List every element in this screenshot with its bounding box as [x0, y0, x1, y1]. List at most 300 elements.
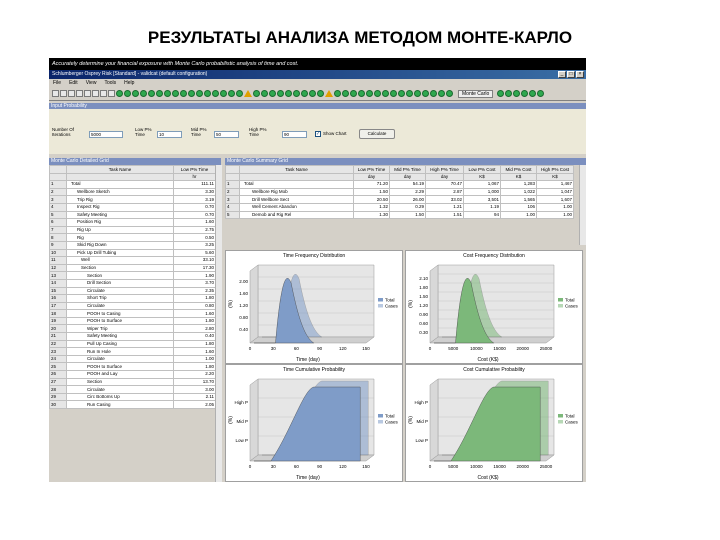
legend-swatch-cases: [558, 304, 563, 308]
value-cell: 2.29: [390, 188, 426, 196]
row-number: 24: [50, 355, 67, 363]
x-tick-label: 10000: [470, 464, 483, 469]
row-number: 30: [50, 401, 67, 409]
legend-swatch-cases: [378, 420, 383, 424]
chart-svg: [406, 251, 582, 363]
show-chart-checkbox[interactable]: ✓: [316, 131, 321, 137]
legend-label-cases: Cases: [385, 419, 398, 425]
x-tick-label: 15000: [493, 464, 506, 469]
plot-side-wall: [250, 265, 258, 343]
toolbar-file-icon[interactable]: [108, 90, 115, 97]
row-number: 19: [50, 317, 67, 325]
task-name-cell: Skid Rig Down: [67, 241, 174, 249]
x-tick-label: 30: [270, 464, 276, 469]
summary-grid-scrollbar[interactable]: [579, 165, 586, 245]
summary-grid-table: [225, 165, 574, 219]
y-tick-label: Low P: [415, 438, 428, 443]
row-number: 20: [50, 325, 67, 333]
input-panel: [49, 109, 586, 154]
plot-side-wall: [250, 379, 258, 461]
value-cell: 70.47: [426, 181, 464, 189]
row-number: 18: [50, 310, 67, 318]
toolbar-file-icon[interactable]: [52, 90, 59, 97]
x-tick-label: 20000: [516, 346, 530, 351]
y-tick-label: 1.60: [239, 291, 248, 296]
x-axis-label: Cost (K$): [477, 357, 499, 363]
summary-col-header[interactable]: High P% Time: [426, 166, 464, 174]
task-name-cell: Section: [67, 264, 174, 272]
x-tick-label: 0: [428, 464, 432, 469]
table-row[interactable]: [50, 317, 216, 325]
toolbar-action-icon[interactable]: [180, 90, 187, 97]
table-row[interactable]: [50, 219, 216, 227]
row-number: 3: [226, 196, 240, 204]
x-tick-label: 60: [293, 346, 299, 351]
summary-col-unit: day: [390, 173, 426, 181]
warning-icon[interactable]: [325, 90, 333, 97]
y-tick-label: Mid P: [416, 419, 428, 424]
toolbar-action-icon[interactable]: [513, 90, 520, 97]
toolbar-action-icon[interactable]: [317, 90, 324, 97]
task-name-cell: Rig: [67, 234, 174, 242]
row-number: 2: [50, 188, 67, 196]
x-tick-label: 5000: [448, 346, 459, 351]
y-axis-label: (%): [408, 300, 414, 308]
x-tick-label: 90: [317, 346, 323, 351]
row-number: 26: [50, 371, 67, 379]
task-name-cell: Well: [67, 257, 174, 265]
low-time-header[interactable]: Low P% Time: [174, 166, 216, 174]
row-number: 2: [226, 188, 240, 196]
summary-grid-title: Monte Carlo Summary Grid: [227, 158, 288, 164]
menu-help[interactable]: Help: [124, 80, 135, 86]
minimize-icon[interactable]: _: [558, 71, 566, 78]
chart-svg: [406, 365, 582, 481]
low-time-cell: 3.30: [174, 188, 216, 196]
x-axis-label: Time (day): [296, 357, 320, 363]
x-tick-label: 25000: [539, 464, 553, 469]
task-name-cell: POOH and Lay: [67, 371, 174, 379]
row-number: 5: [50, 211, 67, 219]
summary-col-unit: K$: [464, 173, 501, 181]
y-tick-label: 0.90: [419, 312, 428, 317]
toolbar-action-icon[interactable]: [309, 90, 316, 97]
low-time-cell: 1.90: [174, 272, 216, 280]
value-cell: 94: [464, 211, 501, 219]
toolbar-action-icon[interactable]: [350, 90, 357, 97]
table-row[interactable]: [50, 310, 216, 318]
table-row[interactable]: [50, 257, 216, 265]
value-cell: 1,565: [501, 196, 537, 204]
value-cell: 1,022: [501, 188, 537, 196]
menu-file[interactable]: File: [53, 80, 62, 86]
task-name-cell: Short Trip: [67, 295, 174, 303]
task-name-cell: Run Casing: [67, 401, 174, 409]
value-cell: 1,467: [537, 181, 574, 189]
toolbar-action-icon[interactable]: [204, 90, 211, 97]
table-row[interactable]: [50, 188, 216, 196]
row-number-unit: [50, 173, 67, 181]
task-name-cell: Safety Meeting: [67, 211, 174, 219]
row-number: 3: [50, 196, 67, 204]
toolbar-action-icon[interactable]: [164, 90, 171, 97]
legend-swatch-cases: [378, 304, 383, 308]
task-name-cell: POOH to Surface: [67, 363, 174, 371]
summary-col-unit: K$: [501, 173, 537, 181]
x-tick-label: 20000: [516, 464, 530, 469]
iterations-label: Number Of Iterations: [52, 127, 75, 137]
toolbar-action-icon[interactable]: [422, 90, 429, 97]
table-row[interactable]: [50, 355, 216, 363]
task-name-cell: Trip Rig: [67, 196, 174, 204]
table-row[interactable]: [50, 325, 216, 333]
row-number: 4: [50, 203, 67, 211]
chart-panel: [405, 250, 583, 364]
table-row[interactable]: [50, 302, 216, 310]
legend-label-total: Total: [385, 413, 395, 419]
table-row[interactable]: [50, 249, 216, 257]
table-row[interactable]: [50, 333, 216, 341]
summary-grid-header: [225, 158, 586, 165]
legend-label-cases: Cases: [565, 419, 578, 425]
low-time-cell: 1.00: [174, 355, 216, 363]
x-tick-label: 30: [270, 346, 276, 351]
summary-col-unit: day: [426, 173, 464, 181]
low-time-cell: 2.35: [174, 287, 216, 295]
toolbar-action-icon[interactable]: [497, 90, 504, 97]
value-cell: 1.32: [354, 203, 390, 211]
low-time-cell: 3.00: [174, 386, 216, 394]
summary-col-header[interactable]: Low P% Cost: [464, 166, 501, 174]
toolbar-action-icon[interactable]: [374, 90, 381, 97]
table-row[interactable]: [50, 363, 216, 371]
promo-banner: Accurately determine your financial exposure with Monte Carlo probabilistic analysis of time and cost.: [49, 58, 586, 70]
y-tick-label: 1.80: [419, 285, 428, 290]
table-row[interactable]: [50, 234, 216, 242]
toolbar-action-icon[interactable]: [220, 90, 227, 97]
toolbar-action-icon[interactable]: [140, 90, 147, 97]
y-tick-label: 0.60: [419, 321, 428, 326]
task-name-header[interactable]: Task Name: [67, 166, 174, 174]
chart-svg: [226, 251, 402, 363]
value-cell: 1,067: [464, 181, 501, 189]
row-number: 10: [50, 249, 67, 257]
row-number-header: [226, 166, 240, 174]
toolbar-action-icon[interactable]: [188, 90, 195, 97]
task-name-cell: Rig Up: [67, 226, 174, 234]
task-name-cell: Pick Up Drill Tubing: [67, 249, 174, 257]
toolbar-action-icon[interactable]: [446, 90, 453, 97]
toolbar-action-icon[interactable]: [382, 90, 389, 97]
table-row[interactable]: [50, 393, 216, 401]
x-tick-label: 150: [362, 464, 370, 469]
legend-swatch-total: [378, 414, 383, 418]
table-row[interactable]: [50, 295, 216, 303]
warning-icon[interactable]: [244, 90, 252, 97]
summary-col-header[interactable]: Low P% Time: [354, 166, 390, 174]
show-chart-label: Show Chart: [323, 131, 347, 136]
task-name-cell: Position Rig: [67, 219, 174, 227]
toolbar-action-icon[interactable]: [521, 90, 528, 97]
row-number: 1: [226, 181, 240, 189]
table-row[interactable]: [50, 386, 216, 394]
row-number: 12: [50, 264, 67, 272]
task-name-cell: POOH to Surface: [67, 317, 174, 325]
legend-swatch-total: [558, 298, 563, 302]
toolbar-action-icon[interactable]: [132, 90, 139, 97]
value-cell: 20.50: [354, 196, 390, 204]
menu-view[interactable]: View: [85, 80, 97, 86]
toolbar-action-icon[interactable]: [285, 90, 292, 97]
x-tick-label: 0: [248, 346, 252, 351]
row-number: 28: [50, 386, 67, 394]
window-titlebar: [49, 70, 586, 79]
task-name-cell: POOH to Casing: [67, 310, 174, 318]
table-row[interactable]: [50, 196, 216, 204]
low-time-cell: 111.11: [174, 181, 216, 189]
value-cell: 1,607: [537, 196, 574, 204]
task-name-cell: Section: [67, 272, 174, 280]
chart-panel: [225, 250, 403, 364]
table-row[interactable]: [50, 401, 216, 409]
legend-label-total: Total: [565, 413, 575, 419]
table-row[interactable]: [50, 279, 216, 287]
y-axis-label: (%): [228, 300, 234, 308]
row-number: 14: [50, 279, 67, 287]
low-time-cell: 0.40: [174, 333, 216, 341]
row-number: 16: [50, 295, 67, 303]
summary-col-header[interactable]: High P% Cost: [537, 166, 574, 174]
row-number: 13: [50, 272, 67, 280]
toolbar-action-icon[interactable]: [116, 90, 123, 97]
summary-col-header[interactable]: Mid P% Cost: [501, 166, 537, 174]
legend-label-cases: Cases: [565, 303, 578, 309]
toolbar-action-icon[interactable]: [277, 90, 284, 97]
task-name-cell: Inspect Rig: [67, 203, 174, 211]
toolbar-action-icon[interactable]: [212, 90, 219, 97]
y-tick-label: 1.50: [419, 294, 428, 299]
x-tick-label: 120: [339, 346, 347, 351]
iterations-input[interactable]: 5000: [89, 131, 123, 138]
toolbar-action-icon[interactable]: [438, 90, 445, 97]
toolbar-action-icon[interactable]: [253, 90, 260, 97]
close-icon[interactable]: ×: [576, 71, 584, 78]
toolbar-action-icon[interactable]: [172, 90, 179, 97]
detailed-grid-header: [49, 158, 221, 165]
row-number: 1: [50, 181, 67, 189]
value-cell: 0.29: [390, 203, 426, 211]
table-row[interactable]: [50, 241, 216, 249]
toolbar-action-icon[interactable]: [390, 90, 397, 97]
low-time-cell: 2.75: [174, 226, 216, 234]
toolbar-action-icon[interactable]: [236, 90, 243, 97]
input-panel-header: Input Probability: [49, 103, 586, 110]
table-row[interactable]: [226, 211, 574, 219]
slide-title: РЕЗУЛЬТАТЫ АНАЛИЗА МЕТОДОМ МОНТЕ-КАРЛО: [147, 28, 573, 47]
row-number: 6: [50, 219, 67, 227]
task-name-cell: Well Cement Abandon: [240, 203, 354, 211]
low-time-cell: 2.05: [174, 401, 216, 409]
table-row[interactable]: [50, 348, 216, 356]
x-tick-label: 90: [317, 464, 323, 469]
table-row[interactable]: [50, 287, 216, 295]
table-row[interactable]: [50, 203, 216, 211]
value-cell: 33.02: [426, 196, 464, 204]
value-cell: 1,283: [501, 181, 537, 189]
summary-col-unit: [240, 173, 354, 181]
row-number: 5: [226, 211, 240, 219]
task-name-cell: Circulate: [67, 386, 174, 394]
toolbar-file-icon[interactable]: [100, 90, 107, 97]
summary-col-unit: K$: [537, 173, 574, 181]
low-time-label: Low P% Time: [135, 127, 152, 137]
window-title: Schlumberger Osprey Risk [Standard] - validcat (default configuration): [52, 71, 208, 77]
summary-col-header[interactable]: Mid P% Time: [390, 166, 426, 174]
toolbar-action-icon[interactable]: [334, 90, 341, 97]
maximize-icon[interactable]: □: [567, 71, 575, 78]
toolbar-action-icon[interactable]: [301, 90, 308, 97]
toolbar-action-icon[interactable]: [529, 90, 536, 97]
low-time-cell: 0.80: [174, 302, 216, 310]
value-cell: 26.00: [390, 196, 426, 204]
low-time-input[interactable]: 10: [157, 131, 182, 138]
value-cell: 3,501: [464, 196, 501, 204]
toolbar-action-icon[interactable]: [342, 90, 349, 97]
task-name-cell: Safety Meeting: [67, 333, 174, 341]
value-cell: 1,047: [537, 188, 574, 196]
calculate-button[interactable]: Calculate: [359, 129, 395, 139]
y-tick-label: Low P: [235, 438, 248, 443]
task-name-cell: Drill Wellbore Sect: [240, 196, 354, 204]
toolbar-file-icon[interactable]: [92, 90, 99, 97]
table-row[interactable]: [226, 196, 574, 204]
value-cell: 1.50: [390, 211, 426, 219]
y-tick-label: 2.10: [419, 276, 428, 281]
table-row[interactable]: [226, 188, 574, 196]
summary-col-header[interactable]: Task Name: [240, 166, 354, 174]
value-cell: 1.30: [354, 211, 390, 219]
monte-carlo-button[interactable]: Monte Carlo: [458, 90, 493, 98]
legend-label-total: Total: [385, 297, 395, 303]
task-name-cell: Total: [67, 181, 174, 189]
toolbar-action-icon[interactable]: [293, 90, 300, 97]
y-tick-label: 0.40: [239, 327, 248, 332]
menu-edit[interactable]: Edit: [69, 80, 78, 86]
detailed-grid-scrollbar[interactable]: [215, 165, 222, 482]
value-cell: 1,000: [464, 188, 501, 196]
toolbar-action-icon[interactable]: [505, 90, 512, 97]
row-number: 22: [50, 340, 67, 348]
row-number: 21: [50, 333, 67, 341]
low-time-cell: 1.80: [174, 295, 216, 303]
toolbar-action-icon[interactable]: [261, 90, 268, 97]
task-name-cell: Pull Up Casing: [67, 340, 174, 348]
menu-tools[interactable]: Tools: [104, 80, 117, 86]
x-axis-label: Cost (K$): [477, 475, 499, 481]
toolbar-action-icon[interactable]: [228, 90, 235, 97]
value-cell: 1.50: [354, 188, 390, 196]
toolbar-action-icon[interactable]: [398, 90, 405, 97]
toolbar-file-icon[interactable]: [60, 90, 67, 97]
toolbar-action-icon[interactable]: [414, 90, 421, 97]
table-row[interactable]: [50, 264, 216, 272]
y-tick-label: Mid P: [236, 419, 248, 424]
y-axis-label: (%): [228, 416, 234, 424]
toolbar-action-icon[interactable]: [366, 90, 373, 97]
value-cell: 1.21: [426, 203, 464, 211]
table-row[interactable]: [50, 226, 216, 234]
toolbar-file-icon[interactable]: [68, 90, 75, 97]
high-time-input[interactable]: 90: [282, 131, 307, 138]
toolbar-action-icon[interactable]: [358, 90, 365, 97]
toolbar-action-icon[interactable]: [148, 90, 155, 97]
table-row[interactable]: [50, 371, 216, 379]
mid-time-input[interactable]: 50: [214, 131, 239, 138]
x-tick-label: 25000: [539, 346, 553, 351]
row-number: 23: [50, 348, 67, 356]
table-row[interactable]: [50, 211, 216, 219]
x-tick-label: 0: [248, 464, 252, 469]
table-row[interactable]: [50, 272, 216, 280]
toolbar-action-icon[interactable]: [196, 90, 203, 97]
window-controls: [558, 71, 584, 78]
row-number: 29: [50, 393, 67, 401]
table-row[interactable]: [226, 203, 574, 211]
application-screenshot: [49, 58, 586, 482]
task-name-cell: Circulate: [67, 302, 174, 310]
x-tick-label: 120: [339, 464, 347, 469]
detailed-grid-table: [49, 165, 216, 409]
chart-title: Time Frequency Distribution: [282, 253, 346, 259]
low-time-cell: 2.11: [174, 393, 216, 401]
toolbar-file-icon[interactable]: [84, 90, 91, 97]
value-cell: 1.00: [501, 211, 537, 219]
toolbar-action-icon[interactable]: [156, 90, 163, 97]
value-cell: 71.20: [354, 181, 390, 189]
legend-swatch-total: [558, 414, 563, 418]
low-time-cell: 1.80: [174, 340, 216, 348]
x-tick-label: 5000: [448, 464, 459, 469]
legend-label-cases: Cases: [385, 303, 398, 309]
toolbar-action-icon[interactable]: [124, 90, 131, 97]
value-cell: 2.87: [426, 188, 464, 196]
row-number: 11: [50, 257, 67, 265]
toolbar-action-icon[interactable]: [537, 90, 544, 97]
menu-bar: [49, 79, 586, 87]
low-time-cell: 1.60: [174, 310, 216, 318]
table-row[interactable]: [50, 340, 216, 348]
y-tick-label: 1.20: [239, 303, 248, 308]
table-row[interactable]: [50, 378, 216, 386]
table-row[interactable]: [226, 181, 574, 189]
toolbar-file-icon[interactable]: [76, 90, 83, 97]
chart-panel: [405, 364, 583, 482]
low-time-cell: 13.70: [174, 378, 216, 386]
toolbar-action-icon[interactable]: [430, 90, 437, 97]
y-tick-label: High P: [234, 400, 248, 405]
row-number-unit: [226, 173, 240, 181]
x-tick-label: 0: [428, 346, 432, 351]
task-name-cell: Section: [67, 378, 174, 386]
task-name-cell: Demob and Rig Rel: [240, 211, 354, 219]
low-time-cell: 3.70: [174, 279, 216, 287]
low-time-cell: 0.70: [174, 203, 216, 211]
table-row[interactable]: [50, 181, 216, 189]
toolbar-action-icon[interactable]: [406, 90, 413, 97]
low-time-cell: 33.10: [174, 257, 216, 265]
row-number: 4: [226, 203, 240, 211]
toolbar-action-icon[interactable]: [269, 90, 276, 97]
